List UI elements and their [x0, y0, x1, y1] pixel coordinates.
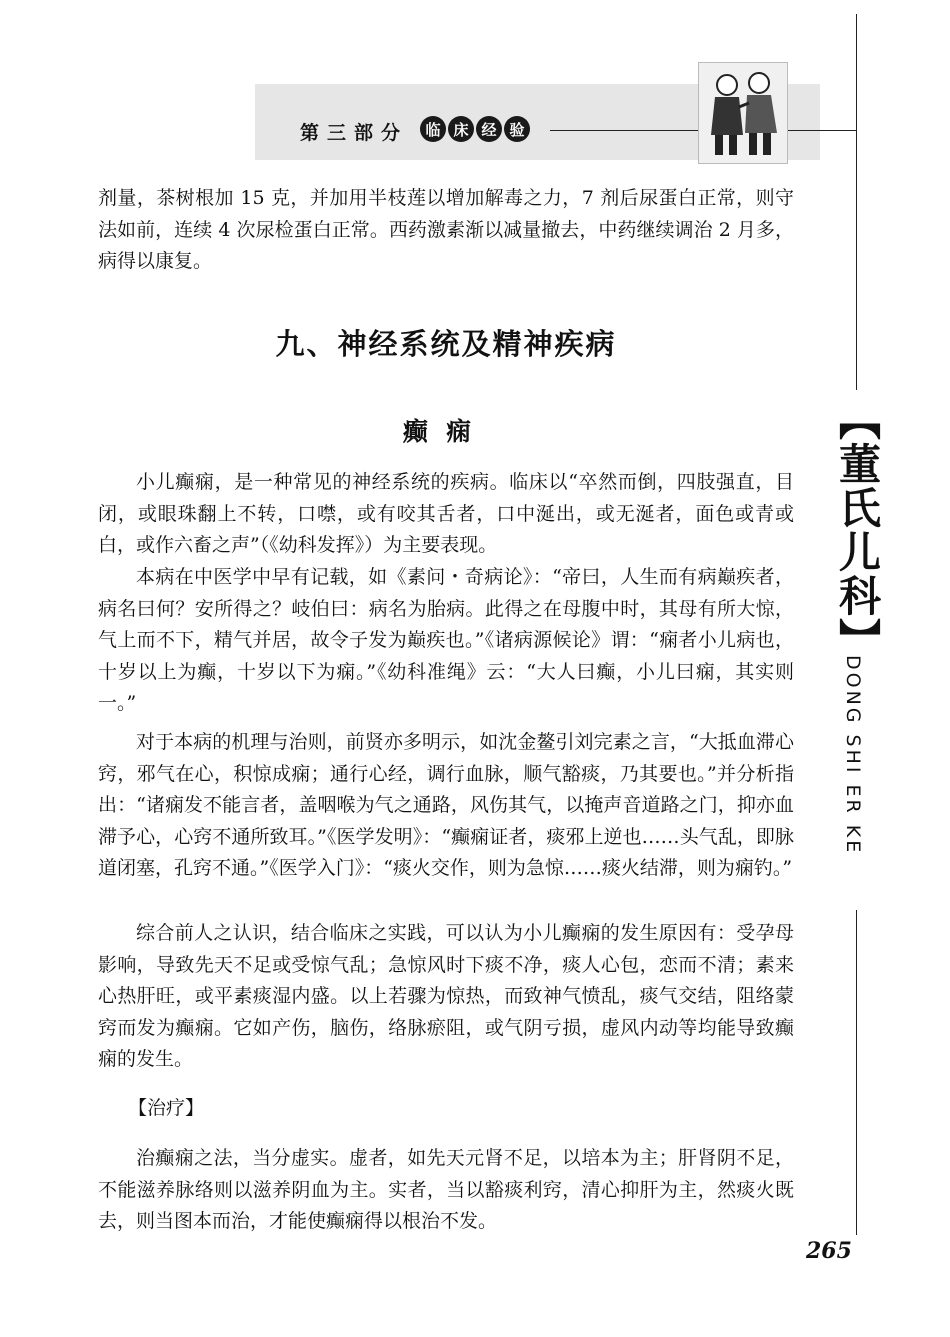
badge-3: 经 — [476, 116, 502, 142]
paragraph-5: 治癫痫之法，当分虚实。虚者，如先天元肾不足，以培本为主；肝肾阴不足，不能滋养脉络则以滋养阴血为主。实者，当以豁痰利窍，清心抑肝为主，然痰火既去，则当图本而治，才能使癫痫得以根治不发。 — [98, 1147, 794, 1232]
treatment-heading: 【治疗】 — [128, 1097, 205, 1119]
paragraph-1: 小儿癫痫，是一种常见的神经系统的疾病。临床以“卒然而倒，四肢强直，目闭，或眼珠翻上不转，口噤，或有咬其舌者，口中涎出，或无涎者，面色或青或白，或作六畜之声”（《幼科发挥》）为主要表现。 — [98, 471, 794, 556]
book-title-vertical: 【董氏儿科】 — [833, 398, 882, 662]
paragraph-3: 对于本病的机理与治则，前贤亦多明示，如沈金鳌引刘完素之言，“大抵血滞心窍，邪气在心，积惊成痫；通行心经，调行血脉，顺气豁痰，乃其要也。”并分析指出：“诸痫发不能言者，盖咽喉为气之通路，风伤其气，以掩声音道路之门，抑亦血滞予心，心窍不通所致耳。”《医学发明》：“癫痫证者，痰邪上逆也……头气乱，即脉道闭塞，孔窍不通。”《医学入门》：“痰火交作，则为急惊……痰火结滞，则为痫钓。” — [98, 731, 794, 879]
badge-4: 验 — [504, 116, 530, 142]
margin-rule-top — [856, 14, 857, 390]
section-title: 九、神经系统及精神疾病 — [275, 327, 617, 361]
intro-paragraph: 剂量，茶树根加 15 克，并加用半枝莲以增加解毒之力，7 剂后尿蛋白正常，则守法如前，连续 4 次尿检蛋白正常。西药激素渐以减量撤去，中药继续调治 2 月多，病得以康复。 — [98, 187, 794, 272]
part-label: 第三部分 — [300, 122, 409, 144]
header-rule — [550, 130, 698, 131]
section-badges — [420, 116, 530, 142]
children-illustration — [698, 62, 788, 164]
header-rule-right — [786, 130, 856, 131]
badge-2: 床 — [448, 116, 474, 142]
badge-1: 临 — [420, 116, 446, 142]
paragraph-2: 本病在中医学中早有记载，如《素问・奇病论》：“帝曰，人生而有病巅疾者，病名曰何？安所得之？岐伯曰：病名为胎病。此得之在母腹中时，其母有所大惊，气上而不下，精气并居，故令子发为巅疾也。”《诸病源候论》谓：“痫者小儿病也，十岁以上为癫，十岁以下为痫。”《幼科准绳》云：“大人曰癫，小儿曰痫，其实则一。” — [98, 566, 794, 714]
margin-rule-bottom — [856, 910, 857, 1235]
book-title-pinyin: DONG SHI ER KE — [842, 655, 864, 856]
paragraph-4: 综合前人之认识，结合临床之实践，可以认为小儿癫痫的发生原因有：受孕母影响，导致先天不足或受惊气乱；急惊风时下痰不净，痰人心包，恋而不清；素来心热肝旺，或平素痰湿内盛。以上若骤为惊热，而致神气愤乱，痰气交结，阻络蒙窍而发为癫痫。它如产伤，脑伤，络脉瘀阻，或气阴亏损，虚风内动等均能导致癫痫的发生。 — [98, 922, 794, 1070]
sub-title: 癫痫 — [402, 417, 489, 446]
page-number: 265 — [806, 1238, 852, 1264]
